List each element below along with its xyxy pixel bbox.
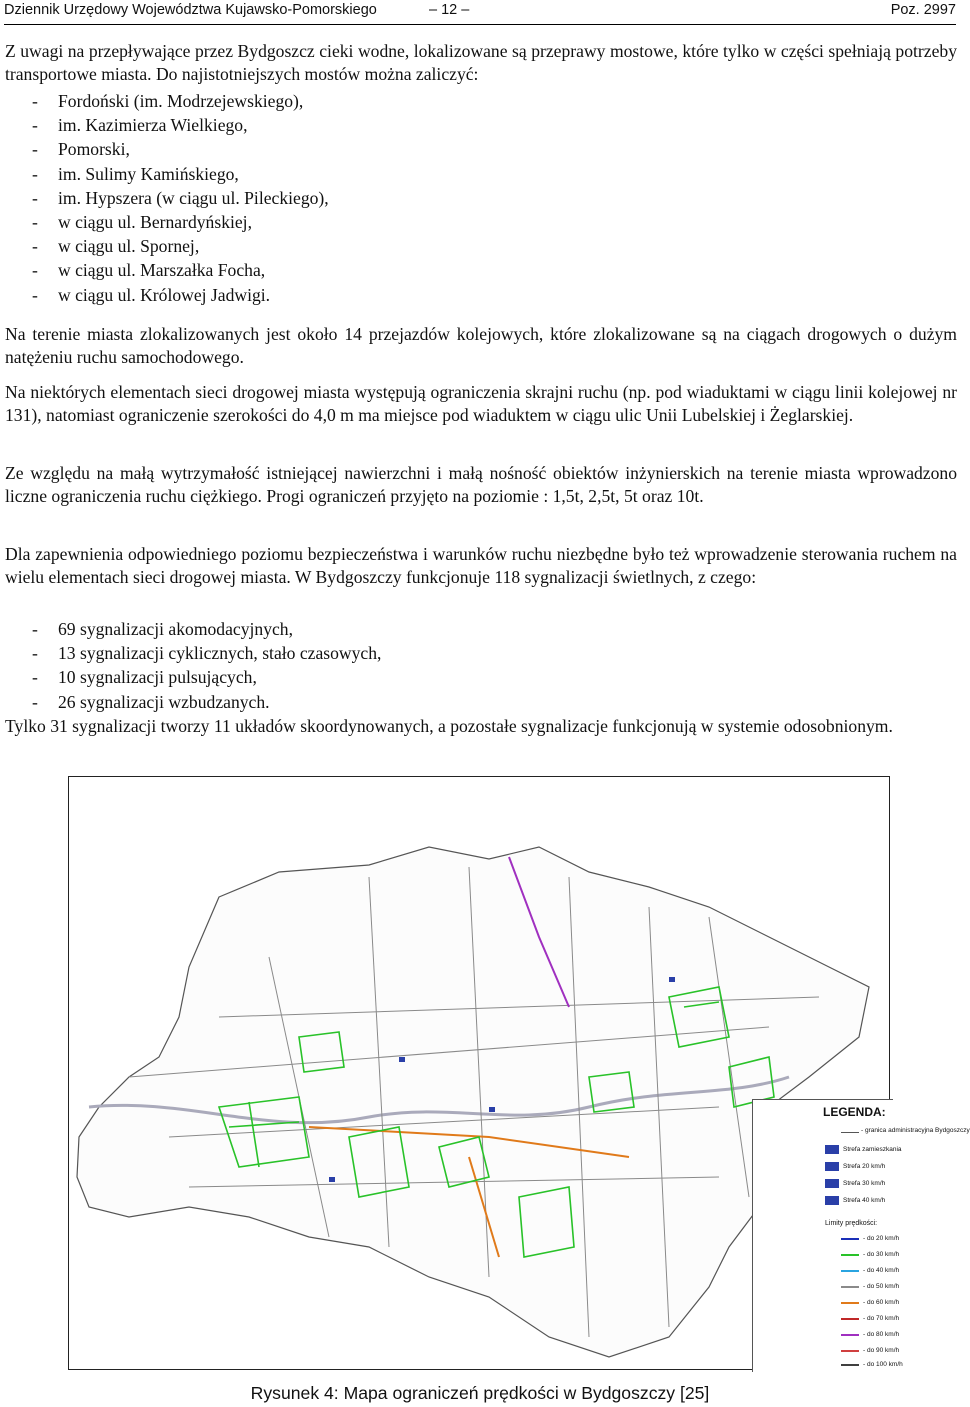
position-number: Poz. 2997 (890, 2, 956, 18)
legend-zone: Strefa 20 km/h (843, 1163, 886, 1170)
limit-swatch (841, 1350, 859, 1352)
limits-paragraph: Na niektórych elementach sieci drogowej miasta występują ograniczenia skrajni ruchu (np. pod wiaduktami w ciągu linii kolejowej nr 131), natomiast ograniczenie szerokości do 4,0 m ma miejsce pod wiaduktem w ciągu ulic Unii Lubelskiej i Żeglarskiej. (5, 382, 957, 426)
legend-limit: - do 20 km/h (863, 1235, 900, 1242)
legend-zone: Strefa zamieszkania (843, 1146, 902, 1153)
legend-limit: - do 80 km/h (863, 1331, 900, 1338)
limit-swatch (841, 1334, 859, 1336)
legend-zone: Strefa 40 km/h (843, 1197, 886, 1204)
limit-swatch (841, 1254, 859, 1256)
legend-title: LEGENDA: (823, 1105, 886, 1119)
zone-swatch (825, 1145, 839, 1154)
page-number: – 12 – (429, 2, 470, 18)
coordinated-paragraph: Tylko 31 sygnalizacji tworzy 11 układów skoordynowanych, a pozostałe sygnalizacje funkcjonują w systemie odosobnionym. (5, 716, 893, 736)
list-item: - w ciągu ul. Marszałka Focha, (32, 260, 266, 281)
zone-swatch (825, 1196, 839, 1205)
legend-limit: - do 100 km/h (863, 1361, 903, 1368)
speed-limit-map (68, 776, 970, 1370)
limit-swatch (841, 1238, 859, 1240)
list-item: - w ciągu ul. Spornej, (32, 236, 200, 257)
limit-swatch (841, 1270, 859, 1272)
limits-title: Limity prędkości: (825, 1220, 878, 1227)
legend-limit: - do 50 km/h (863, 1283, 900, 1290)
legend-limit: - do 90 km/h (863, 1347, 900, 1354)
list-item: - w ciągu ul. Królowej Jadwigi. (32, 284, 271, 305)
page-header (4, 0, 956, 25)
limit-swatch (841, 1286, 859, 1288)
journal-title: Dziennik Urzędowy Województwa Kujawsko-Pomorskiego (4, 2, 377, 18)
list-item: - im. Kazimierza Wielkiego, (32, 115, 248, 136)
zone-swatch (825, 1179, 839, 1188)
signals-list (5, 618, 957, 715)
figure-caption: Rysunek 4: Mapa ograniczeń prędkości w Bydgoszczy [25] (250, 1383, 710, 1403)
list-item: - 69 sygnalizacji akomodacyjnych, (32, 619, 293, 639)
legend-limit: - do 70 km/h (863, 1315, 900, 1322)
city-boundary (77, 847, 869, 1357)
limit-swatch (841, 1318, 859, 1320)
legend-limit: - do 60 km/h (863, 1299, 900, 1306)
boundary-swatch (841, 1132, 859, 1133)
crossings-paragraph: Na terenie miasta zlokalizowanych jest około 14 przejazdów kolejowych, które zlokalizowane są na ciągach drogowych o dużym natężeniu ruchu samochodowego. (5, 324, 957, 368)
limit-swatch (841, 1364, 859, 1366)
list-item: - 10 sygnalizacji pulsujących, (32, 667, 257, 688)
legend-limit: - do 40 km/h (863, 1267, 900, 1274)
legend-boundary: - granica administracyjna Bydgoszczy (861, 1127, 970, 1134)
list-item: - Fordoński (im. Modrzejewskiego), (32, 91, 304, 111)
list-item: - 13 sygnalizacji cyklicznych, stało czasowych, (32, 643, 382, 664)
intro-paragraph: Z uwagi na przepływające przez Bydgoszcz cieki wodne, lokalizowane są przeprawy mostowe, które tylko w części spełniają potrzeby transportowe miasta. Do najistotniejszych mostów można zaliczyć: (5, 41, 957, 85)
list-item: - im. Sulimy Kamińskiego, (32, 163, 239, 184)
limit-swatch (841, 1302, 859, 1304)
legend-zone: Strefa 30 km/h (843, 1180, 886, 1187)
bridges-list (5, 90, 957, 308)
list-item: - 26 sygnalizacji wzbudzanych. (32, 691, 270, 712)
list-item: - Pomorski, (32, 139, 130, 160)
list-item: - w ciągu ul. Bernardyńskiej, (32, 211, 252, 232)
map-legend (752, 1099, 970, 1372)
signals-paragraph: Dla zapewnienia odpowiedniego poziomu bezpieczeństwa i warunków ruchu niezbędne było też wprowadzenie sterowania ruchem na wielu elementach sieci drogowej miasta. W Bydgoszczy funkcjonuje 118 sygnalizacji świetlnych, z czego: (5, 544, 957, 588)
list-item: - im. Hypszera (w ciągu ul. Pileckiego), (32, 187, 329, 208)
legend-limit: - do 30 km/h (863, 1251, 900, 1258)
zone-swatch (825, 1162, 839, 1171)
weight-paragraph: Ze względu na małą wytrzymałość istniejącej nawierzchni i małą nośność obiektów inżynierskich na terenie miasta wprowadzono liczne ograniczenia ruchu ciężkiego. Progi ograniczeń przyjęto na poziomie : 1,5t, 2,5t, 5t oraz 10t. (5, 463, 957, 507)
